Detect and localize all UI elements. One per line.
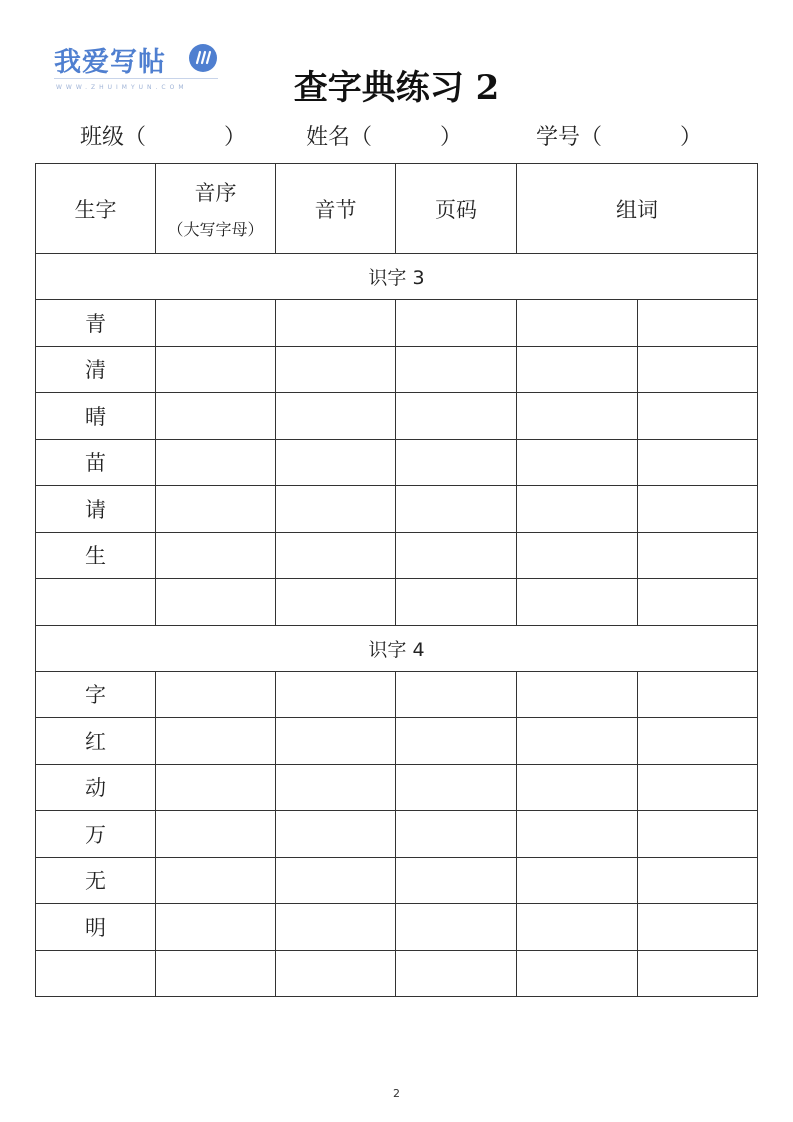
name-field[interactable] <box>306 120 462 151</box>
word-cell-2[interactable] <box>638 857 758 904</box>
section-row <box>36 625 758 671</box>
syllable-cell[interactable] <box>276 718 396 765</box>
dictionary-practice-table <box>35 163 758 997</box>
char-cell: 无 <box>36 857 156 904</box>
order-cell[interactable] <box>156 950 276 997</box>
char-cell <box>36 950 156 997</box>
page-cell[interactable] <box>396 764 517 811</box>
order-cell[interactable] <box>156 671 276 718</box>
syllable-cell[interactable] <box>276 486 396 533</box>
char-cell: 清 <box>36 346 156 393</box>
word-cell-1[interactable] <box>517 671 638 718</box>
word-cell-1[interactable] <box>517 579 638 626</box>
student-id-field[interactable] <box>536 120 702 151</box>
word-cell-1[interactable] <box>517 346 638 393</box>
char-cell: 苗 <box>36 439 156 486</box>
char-cell: 晴 <box>36 393 156 440</box>
syllable-cell[interactable] <box>276 439 396 486</box>
page-number: 2 <box>393 1087 400 1100</box>
word-cell-2[interactable] <box>638 532 758 579</box>
syllable-cell[interactable] <box>276 764 396 811</box>
order-cell[interactable] <box>156 811 276 858</box>
header-order-sub: （大写字母） <box>167 220 264 239</box>
syllable-cell[interactable] <box>276 300 396 347</box>
word-cell-2[interactable] <box>638 811 758 858</box>
section-title: 识字 3 <box>36 254 758 300</box>
order-cell[interactable] <box>156 532 276 579</box>
table-row <box>36 857 758 904</box>
page-cell[interactable] <box>396 579 517 626</box>
order-cell[interactable] <box>156 904 276 951</box>
word-cell-1[interactable] <box>517 811 638 858</box>
header-row <box>36 164 758 254</box>
table-row <box>36 718 758 765</box>
order-cell[interactable] <box>156 393 276 440</box>
word-cell-1[interactable] <box>517 486 638 533</box>
order-cell[interactable] <box>156 300 276 347</box>
page-cell[interactable] <box>396 811 517 858</box>
page-cell[interactable] <box>396 393 517 440</box>
header-syllable: 音节 <box>276 164 396 254</box>
word-cell-1[interactable] <box>517 532 638 579</box>
section-title: 识字 4 <box>36 625 758 671</box>
word-cell-2[interactable] <box>638 300 758 347</box>
table-row <box>36 486 758 533</box>
page-cell[interactable] <box>396 439 517 486</box>
order-cell[interactable] <box>156 486 276 533</box>
page-cell[interactable] <box>396 857 517 904</box>
page-cell[interactable] <box>396 300 517 347</box>
char-cell <box>36 579 156 626</box>
word-cell-2[interactable] <box>638 393 758 440</box>
page-cell[interactable] <box>396 904 517 951</box>
class-label: 班级（ <box>80 125 147 150</box>
header-order <box>156 164 276 254</box>
word-cell-1[interactable] <box>517 393 638 440</box>
page-title: 查字典练习 2 <box>293 68 500 108</box>
name-label: 姓名（ <box>306 125 373 150</box>
char-cell: 字 <box>36 671 156 718</box>
word-cell-1[interactable] <box>517 857 638 904</box>
page-cell[interactable] <box>396 532 517 579</box>
syllable-cell[interactable] <box>276 532 396 579</box>
class-field[interactable] <box>80 120 246 151</box>
char-cell: 红 <box>36 718 156 765</box>
word-cell-2[interactable] <box>638 764 758 811</box>
syllable-cell[interactable] <box>276 811 396 858</box>
word-cell-2[interactable] <box>638 439 758 486</box>
syllable-cell[interactable] <box>276 393 396 440</box>
header-char: 生字 <box>36 164 156 254</box>
table-row <box>36 532 758 579</box>
table-row <box>36 811 758 858</box>
word-cell-1[interactable] <box>517 439 638 486</box>
word-cell-2[interactable] <box>638 718 758 765</box>
order-cell[interactable] <box>156 346 276 393</box>
word-cell-2[interactable] <box>638 579 758 626</box>
syllable-cell[interactable] <box>276 857 396 904</box>
order-cell[interactable] <box>156 718 276 765</box>
logo-url: WWW.ZHUIMYUN.COM <box>56 84 188 91</box>
table-row <box>36 904 758 951</box>
page-cell[interactable] <box>396 671 517 718</box>
order-cell[interactable] <box>156 439 276 486</box>
word-cell-2[interactable] <box>638 904 758 951</box>
word-cell-2[interactable] <box>638 486 758 533</box>
table-row <box>36 671 758 718</box>
syllable-cell[interactable] <box>276 346 396 393</box>
header-order-label: 音序 <box>194 181 237 205</box>
section-row <box>36 254 758 300</box>
word-cell-2[interactable] <box>638 346 758 393</box>
char-cell: 生 <box>36 532 156 579</box>
page-cell[interactable] <box>396 346 517 393</box>
table-row <box>36 764 758 811</box>
char-cell: 万 <box>36 811 156 858</box>
page-cell[interactable] <box>396 486 517 533</box>
name-close: ） <box>440 125 463 150</box>
page-cell[interactable] <box>396 950 517 997</box>
order-cell[interactable] <box>156 857 276 904</box>
word-cell-2[interactable] <box>638 671 758 718</box>
table-row <box>36 346 758 393</box>
table-row <box>36 950 758 997</box>
order-cell[interactable] <box>156 579 276 626</box>
word-cell-1[interactable] <box>517 300 638 347</box>
header-page: 页码 <box>396 164 517 254</box>
table-row <box>36 393 758 440</box>
class-close: ） <box>224 125 247 150</box>
logo-text: 我爱写帖 <box>54 47 166 78</box>
char-cell: 青 <box>36 300 156 347</box>
word-cell-1[interactable] <box>517 904 638 951</box>
id-label: 学号（ <box>536 125 603 150</box>
syllable-cell[interactable] <box>276 579 396 626</box>
id-close: ） <box>680 125 703 150</box>
table-row <box>36 300 758 347</box>
char-cell: 请 <box>36 486 156 533</box>
char-cell: 动 <box>36 764 156 811</box>
syllable-cell[interactable] <box>276 671 396 718</box>
table-row <box>36 439 758 486</box>
word-cell-1[interactable] <box>517 950 638 997</box>
word-cell-1[interactable] <box>517 718 638 765</box>
table-row <box>36 579 758 626</box>
word-cell-2[interactable] <box>638 950 758 997</box>
syllable-cell[interactable] <box>276 904 396 951</box>
word-cell-1[interactable] <box>517 764 638 811</box>
order-cell[interactable] <box>156 764 276 811</box>
page-cell[interactable] <box>396 718 517 765</box>
header-words: 组词 <box>517 164 758 254</box>
char-cell: 明 <box>36 904 156 951</box>
syllable-cell[interactable] <box>276 950 396 997</box>
